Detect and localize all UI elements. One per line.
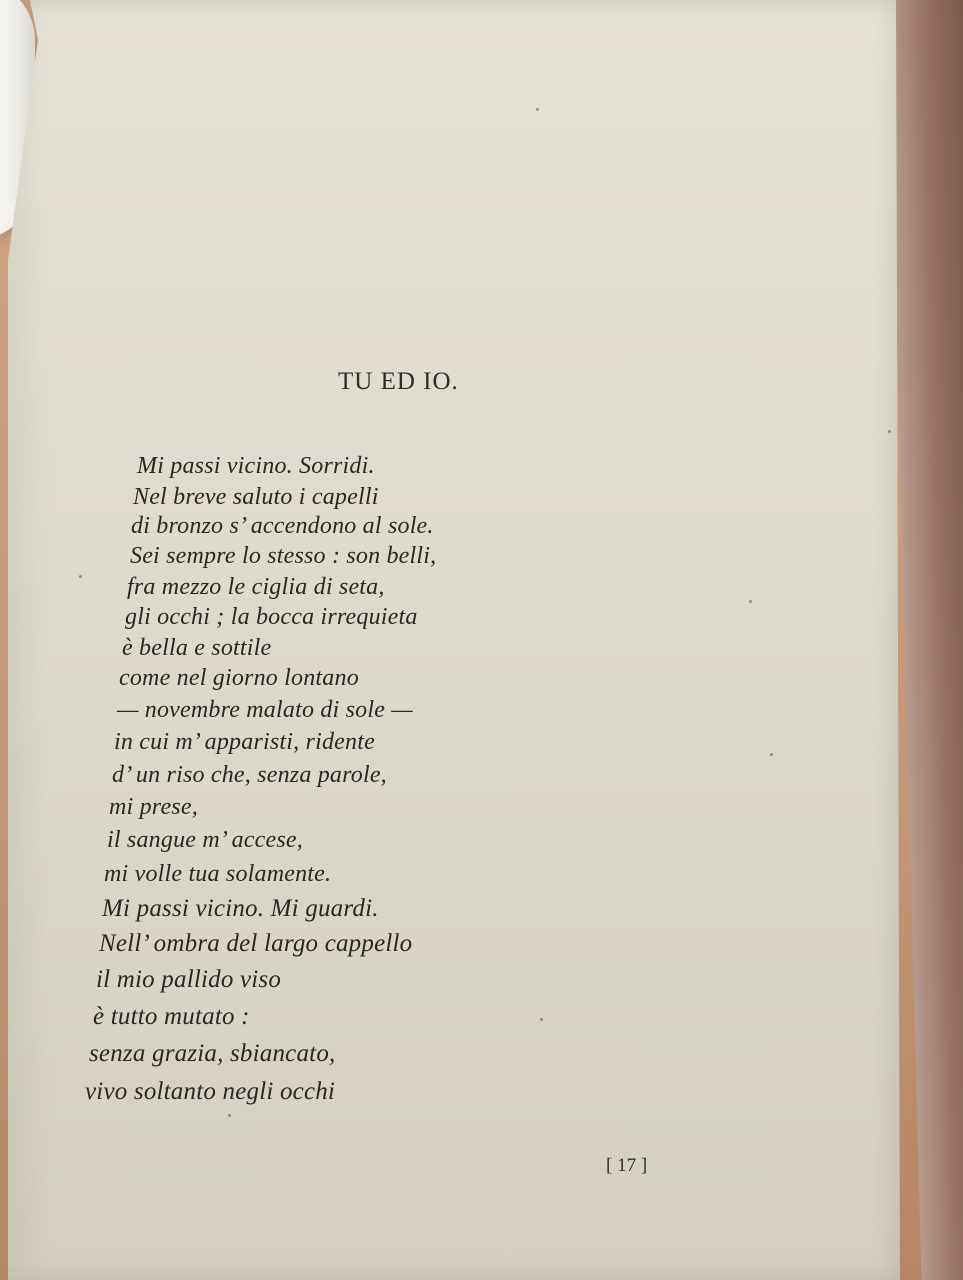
- paper-speck: [228, 1114, 231, 1117]
- poem-line-19: senza grazia, sbiancato,: [89, 1040, 336, 1067]
- paper-speck: [770, 753, 773, 756]
- poem-line-11: d’ un riso che, senza parole,: [112, 762, 387, 788]
- paper-speck: [749, 600, 752, 603]
- paper-speck: [888, 430, 891, 433]
- poem-line-17: il mio pallido viso: [96, 966, 282, 993]
- poem-line-9: — novembre malato di sole —: [117, 697, 413, 723]
- poem-line-8: come nel giorno lontano: [119, 665, 359, 691]
- poem-title: TU ED IO.: [338, 368, 459, 395]
- poem-line-2: Nel breve saluto i capelli: [133, 484, 379, 510]
- poem-line-4: Sei sempre lo stesso : son belli,: [130, 543, 437, 569]
- paper-speck: [540, 1018, 543, 1021]
- poem-line-12: mi prese,: [109, 794, 198, 820]
- poem-line-10: in cui m’ apparisti, ridente: [114, 729, 375, 755]
- poem-line-5: fra mezzo le ciglia di seta,: [127, 574, 385, 600]
- paper-speck: [536, 108, 539, 111]
- poem-line-20: vivo soltanto negli occhi: [85, 1078, 336, 1105]
- poem-line-6: gli occhi ; la bocca irrequieta: [125, 604, 418, 630]
- paper-speck: [79, 575, 82, 578]
- poem-line-16: Nell’ ombra del largo cappello: [99, 930, 413, 957]
- poem-line-14: mi volle tua solamente.: [104, 861, 332, 887]
- poem-line-7: è bella e sottile: [122, 635, 272, 661]
- poem-line-13: il sangue m’ accese,: [107, 827, 303, 853]
- poem-line-3: di bronzo s’ accendono al sole.: [131, 513, 434, 539]
- page-number: [ 17 ]: [606, 1155, 648, 1176]
- poem-line-1: Mi passi vicino. Sorridi.: [137, 453, 375, 479]
- poem-line-18: è tutto mutato :: [93, 1003, 250, 1030]
- poem-line-15: Mi passi vicino. Mi guardi.: [102, 895, 379, 922]
